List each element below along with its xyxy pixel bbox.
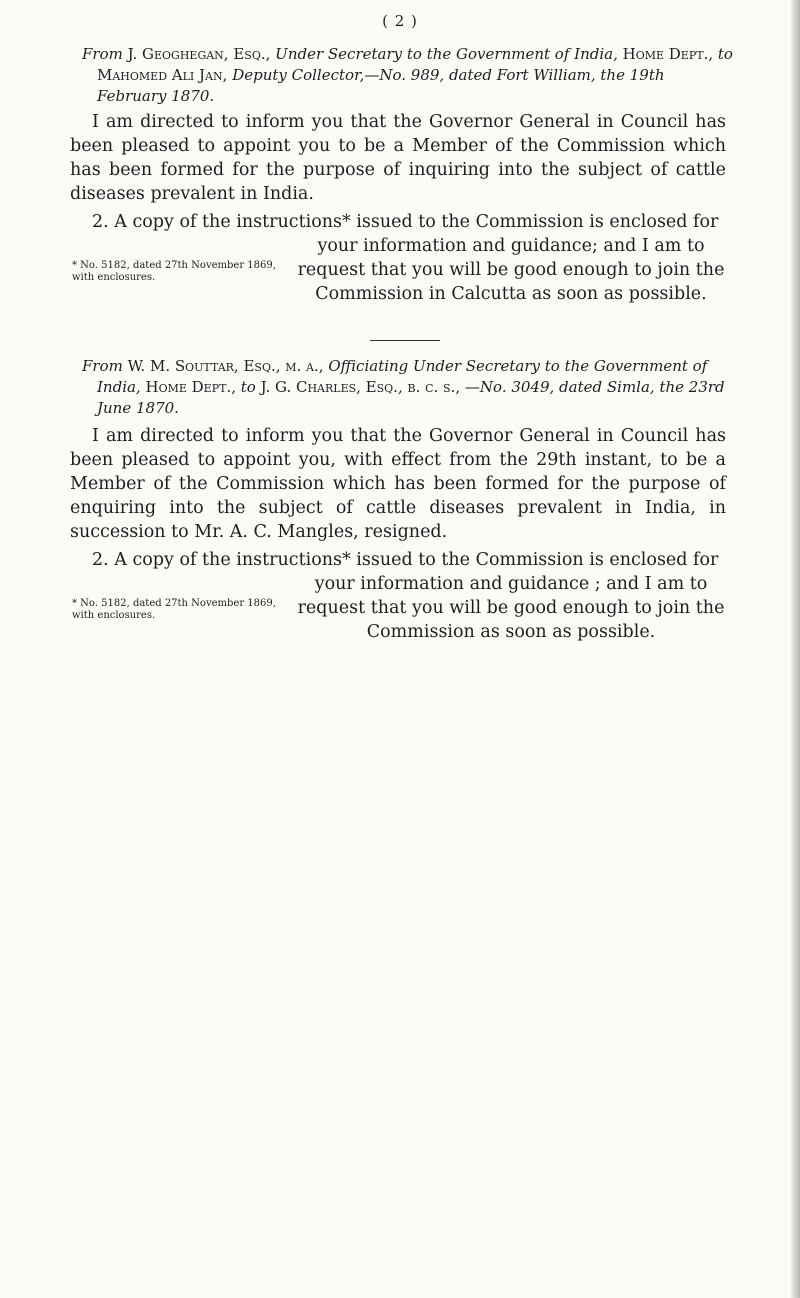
letter2-dept: Home Dept., [145, 378, 236, 396]
letter1-header [82, 44, 737, 107]
letter1-to-name: Mahomed Ali Jan, [97, 66, 228, 84]
letter1-to-title: Deputy Collector,—No. 989, dated Fort William, the [232, 66, 625, 84]
letter2-paragraph-2-body: your information and guidance ; and I am to request that you will be good enough to join the Commission as soon as possible. [297, 574, 725, 642]
letter1-from-label: From [82, 45, 123, 63]
letter1-margin-note: * No. 5182, dated 27th November 1869, with enclosures. [72, 260, 276, 283]
letter2-from-title: Officiating Under Secretary to the Government of India, [97, 357, 708, 396]
section-divider [370, 340, 440, 341]
letter2-from-label: From [82, 357, 123, 375]
letter1-date: 19th February 1870. [97, 66, 665, 105]
letter1-paragraph-1: I am directed to inform you that the Governor General in Council has been pleased to appoint you to be a Member of the Commission which has been formed for the purpose of inquiring into the subject of cattle diseases prevalent in India. [70, 112, 726, 204]
letter2-to-label: to [240, 378, 256, 396]
letter1-from-name: J. Geoghegan, Esq., [127, 45, 271, 63]
letter1-paragraph-2-line1: 2. A copy of the instructions* issued to the Commission is enclosed for [92, 212, 719, 232]
letter2-to-name: J. G. Charles, Esq., b. c. s., [260, 378, 461, 396]
letter2-margin-note: * No. 5182, dated 27th November 1869, with enclosures. [72, 598, 276, 621]
letter1-from-title: Under Secretary to the Government of India, [275, 45, 618, 63]
letter2-paragraph-2-line1: 2. A copy of the instructions* issued to the Commission is enclosed for [92, 550, 719, 570]
letter2-ref: —No. 3049, dated Simla, the 23rd June 1870. [97, 378, 725, 417]
letter1-to-label: to [717, 45, 733, 63]
letter1-dept: Home Dept., [622, 45, 714, 63]
letter1-paragraph-2-body: your information and guidance; and I am to request that you will be good enough to join the Commission in Calcutta as soon as possible. [297, 236, 725, 304]
letter2-paragraph-1: I am directed to inform you that the Governor General in Council has been pleased to appoint you, with effect from the 29th instant, to be a Member of the Commission which has been formed for the purpose of enquiring into the subject of cattle diseases prevalent in India, in succession to Mr. A. C. Mangles, resigned. [70, 426, 726, 542]
page-edge [791, 0, 800, 1298]
letter2-from-name: W. M. Souttar, Esq., m. a., [127, 357, 324, 375]
page-number: ( 2 ) [382, 12, 418, 30]
letter2-header [82, 356, 737, 419]
